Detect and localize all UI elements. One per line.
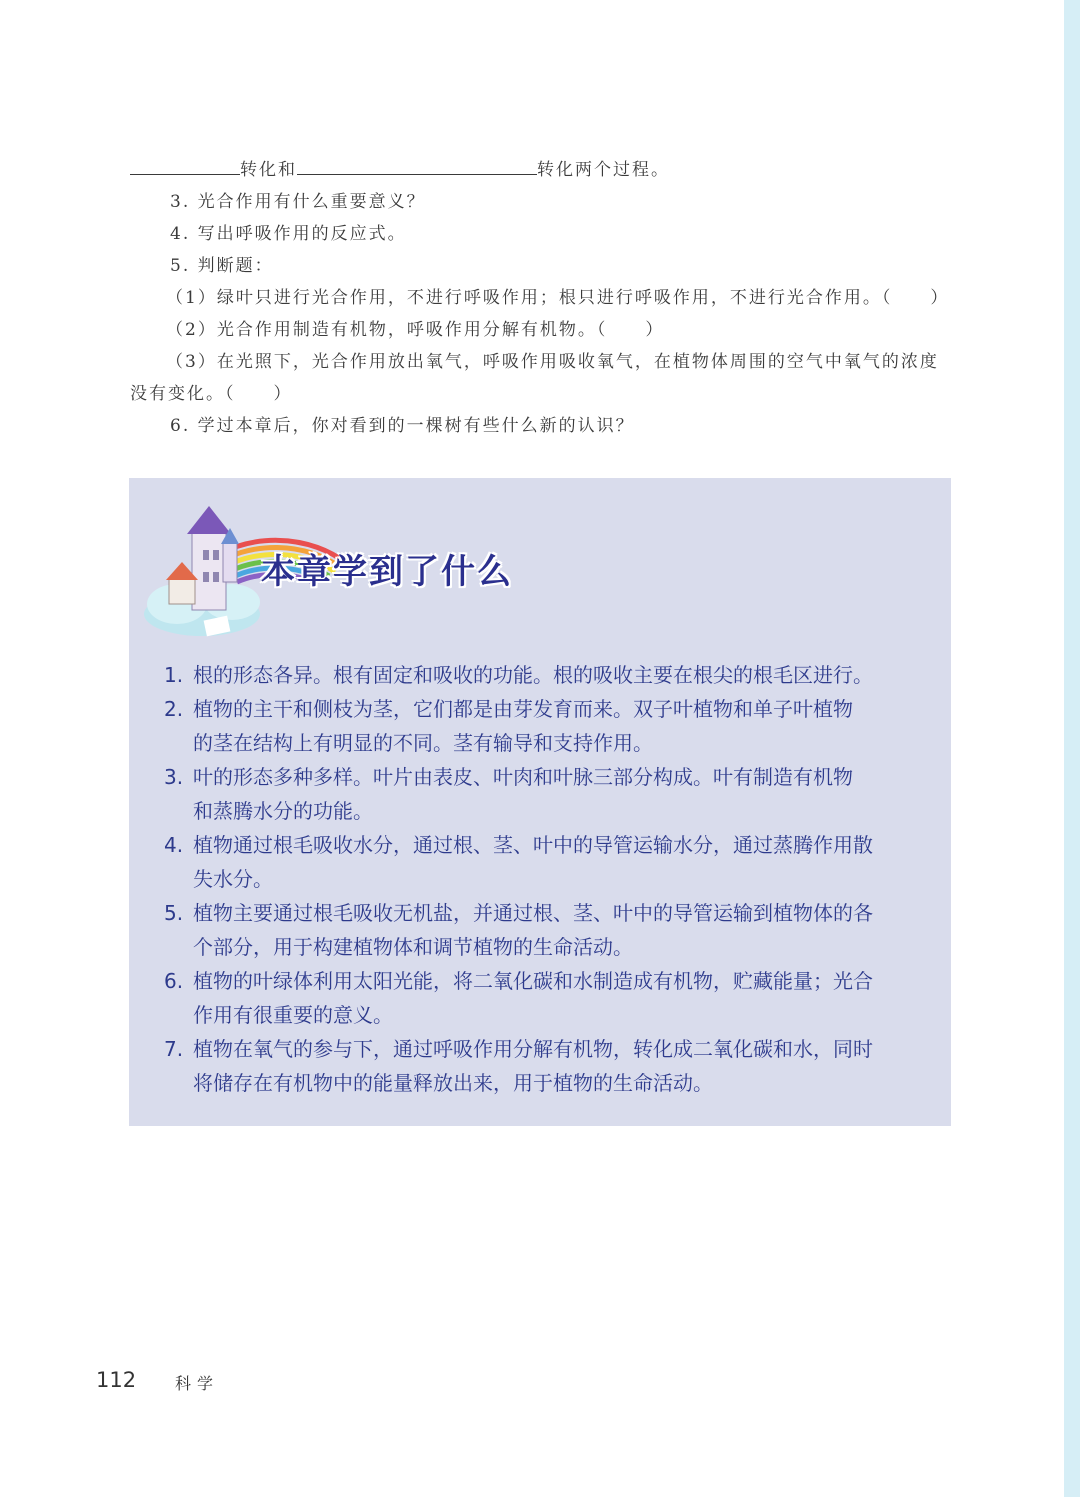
answer-blank bbox=[297, 152, 537, 175]
summary-item-text bbox=[193, 964, 924, 1032]
summary-item bbox=[164, 896, 924, 964]
question-5-1: （1）绿叶只进行光合作用，不进行呼吸作用；根只进行呼吸作用，不进行光合作用。（ ） bbox=[166, 288, 950, 308]
summary-item-line: 失水分。 bbox=[193, 867, 273, 891]
answer-blank bbox=[130, 152, 240, 175]
page-subject: 科学 bbox=[175, 1374, 220, 1393]
question-5: 5. 判断题： bbox=[170, 256, 274, 276]
summary-list bbox=[164, 658, 924, 1100]
exercise-section bbox=[130, 152, 952, 442]
summary-item-number: 3. bbox=[164, 765, 184, 789]
summary-item-number: 7. bbox=[164, 1037, 184, 1061]
summary-item-line: 和蒸腾水分的功能。 bbox=[193, 799, 373, 823]
summary-item-text bbox=[193, 760, 924, 828]
fill-blank-line bbox=[130, 152, 952, 186]
summary-item-text bbox=[193, 1032, 924, 1100]
summary-item-text bbox=[193, 896, 924, 964]
summary-item-line: 植物的主干和侧枝为茎，它们都是由芽发育而来。双子叶植物和单子叶植物 bbox=[193, 697, 853, 721]
summary-item-number: 1. bbox=[164, 663, 184, 687]
summary-item-line: 的茎在结构上有明显的不同。茎有输导和支持作用。 bbox=[193, 731, 653, 755]
summary-item bbox=[164, 760, 924, 828]
question-5-2: （2）光合作用制造有机物，呼吸作用分解有机物。（ ） bbox=[166, 320, 665, 340]
chapter-summary-box bbox=[129, 478, 951, 1126]
summary-item-text bbox=[193, 692, 924, 760]
summary-item-number: 4. bbox=[164, 833, 184, 857]
summary-item-line: 植物在氧气的参与下，通过呼吸作用分解有机物，转化成二氧化碳和水，同时 bbox=[193, 1037, 873, 1061]
question-4: 4. 写出呼吸作用的反应式。 bbox=[170, 224, 407, 244]
summary-item-line: 植物主要通过根毛吸收无机盐，并通过根、茎、叶中的导管运输到植物体的各 bbox=[193, 901, 873, 925]
question-6: 6. 学过本章后，你对看到的一棵树有些什么新的认识？ bbox=[170, 416, 635, 436]
page-number: 112 bbox=[96, 1368, 137, 1392]
summary-item-line: 作用有很重要的意义。 bbox=[193, 1003, 393, 1027]
summary-item-line: 将储存在有机物中的能量释放出来，用于植物的生命活动。 bbox=[193, 1071, 713, 1095]
summary-item-number: 2. bbox=[164, 697, 184, 721]
summary-item-line: 根的形态各异。根有固定和吸收的功能。根的吸收主要在根尖的根毛区进行。 bbox=[193, 663, 873, 687]
summary-item bbox=[164, 964, 924, 1032]
summary-item bbox=[164, 1032, 924, 1100]
fill-blank-text: 转化两个过程。 bbox=[537, 160, 670, 180]
summary-item-line: 植物通过根毛吸收水分，通过根、茎、叶中的导管运输水分，通过蒸腾作用散 bbox=[193, 833, 873, 857]
summary-item bbox=[164, 658, 924, 692]
page-edge-strip bbox=[1064, 0, 1080, 1497]
summary-item bbox=[164, 692, 924, 760]
summary-item-line: 植物的叶绿体利用太阳光能，将二氧化碳和水制造成有机物，贮藏能量；光合 bbox=[193, 969, 873, 993]
summary-item-line: 叶的形态多种多样。叶片由表皮、叶肉和叶脉三部分构成。叶有制造有机物 bbox=[193, 765, 853, 789]
summary-item-text bbox=[193, 828, 924, 896]
question-5-3-continued: 没有变化。（ ） bbox=[130, 384, 293, 404]
summary-item-text bbox=[193, 658, 924, 692]
summary-item bbox=[164, 828, 924, 896]
summary-item-line: 个部分，用于构建植物体和调节植物的生命活动。 bbox=[193, 935, 633, 959]
fill-blank-text: 转化和 bbox=[240, 160, 297, 180]
question-5-3: （3）在光照下，光合作用放出氧气，呼吸作用吸收氧气，在植物体周围的空气中氧气的浓度 bbox=[166, 352, 939, 372]
summary-title: 本章学到了什么 bbox=[261, 552, 513, 592]
summary-item-number: 6. bbox=[164, 969, 184, 993]
question-3: 3. 光合作用有什么重要意义？ bbox=[170, 192, 426, 212]
summary-item-number: 5. bbox=[164, 901, 184, 925]
